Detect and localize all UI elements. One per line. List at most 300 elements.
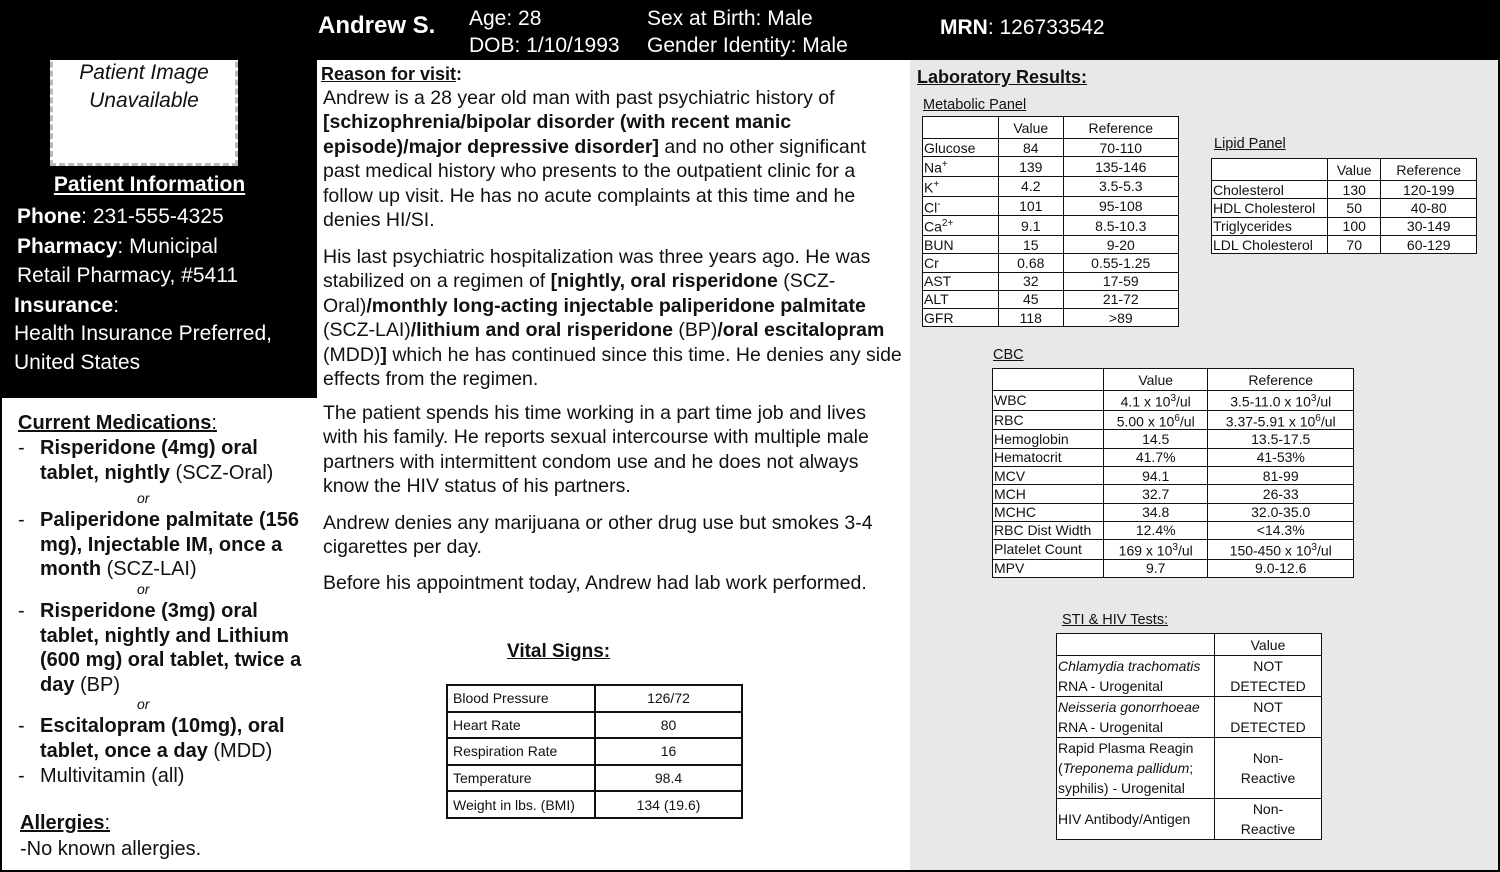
lab-value-exponent: 6	[1174, 412, 1180, 424]
lab-reference-text: 81-99	[1262, 467, 1299, 484]
sex-at-birth: Sex at Birth: Male	[647, 7, 813, 30]
sti-test-name	[1057, 738, 1215, 799]
lab-value	[1104, 430, 1208, 448]
lab-column-header: Reference	[1208, 369, 1354, 391]
lab-reference	[1063, 272, 1178, 290]
metabolic-panel-table	[922, 116, 1179, 327]
lab-header-blank	[1057, 634, 1215, 656]
lab-test-name-text: Triglycerides	[1213, 218, 1292, 235]
lab-test-name-text: MCHC	[994, 504, 1036, 521]
medication-name: Escitalopram (10mg), oral tablet, once a day	[40, 715, 285, 762]
lab-value	[1104, 521, 1208, 539]
lab-test-name-text: BUN	[924, 236, 954, 253]
patient-info-heading: Patient Information	[53, 173, 246, 196]
lab-test-name	[993, 391, 1104, 411]
sti-row	[1057, 697, 1322, 738]
lipid-panel-title: Lipid Panel	[1214, 136, 1286, 152]
lab-test-name-text: Glucose	[924, 139, 976, 156]
lab-test-name-text: Hemoglobin	[994, 430, 1069, 447]
lab-value	[1328, 181, 1381, 199]
lab-value-text: 139	[1019, 158, 1043, 175]
list-dash: -	[18, 715, 25, 737]
lab-value-text: 94.1	[1142, 467, 1170, 484]
lab-value-text: 9.7	[1145, 560, 1166, 577]
medication-text	[40, 508, 310, 582]
pharmacy-value: : Municipal	[117, 235, 218, 258]
allergies-value: -No known allergies.	[20, 838, 202, 860]
lab-test-name-text: MPV	[994, 560, 1025, 577]
medication-text	[40, 764, 310, 789]
lab-reference	[1063, 290, 1178, 308]
narrative-paragraph-2	[323, 245, 903, 391]
sti-test-name	[1057, 697, 1215, 738]
lab-value-text: 32.7	[1142, 485, 1170, 502]
lab-value-text: 0.68	[1017, 254, 1045, 271]
lab-value	[1104, 540, 1208, 560]
insurance-value-1: Health Insurance Preferred,	[14, 322, 272, 345]
lab-reference-text: 60-129	[1406, 236, 1451, 253]
patient-dob: DOB: 1/10/1993	[469, 34, 620, 57]
or-separator: or	[137, 490, 150, 506]
lab-header-blank	[923, 117, 999, 139]
lab-value	[1104, 448, 1208, 466]
lab-value-text: 100	[1342, 218, 1366, 235]
lab-value	[999, 309, 1064, 327]
lab-test-name	[993, 540, 1104, 560]
sti-test-name-part: (	[1058, 760, 1063, 776]
lab-value-text: 4.1 x 10	[1120, 393, 1171, 410]
vital-sign-row	[447, 738, 742, 765]
lab-row	[923, 216, 1179, 236]
narrative-segment: and no other significant past medical history who presents to the outpatient clinic for a follow up visit. He has no acute complaints at this time and he denies HI/SI.	[323, 135, 867, 232]
lab-header-row	[993, 369, 1354, 391]
lab-reference-unit: /ul	[1316, 542, 1332, 559]
medication-name: Risperidone (3mg) oral tablet, nightly and Lithium (600 mg) oral tablet, twice a day	[40, 600, 302, 696]
lab-reference	[1208, 503, 1354, 521]
lab-value	[1328, 217, 1381, 235]
lab-test-name-text: Platelet Count	[994, 541, 1082, 558]
medication-tag: (SCZ-LAI)	[101, 558, 197, 580]
lab-reference	[1381, 199, 1477, 217]
lab-reference-exponent: 3	[1311, 542, 1317, 554]
lab-test-name-text: Cholesterol	[1213, 181, 1284, 198]
ion-charge: 2+	[941, 218, 954, 230]
lab-value-text: 14.5	[1142, 430, 1170, 447]
vital-sign-label: Temperature	[447, 765, 595, 792]
lab-row	[993, 485, 1354, 503]
lab-row	[993, 503, 1354, 521]
lab-value	[1104, 391, 1208, 411]
lab-test-name-text: K	[924, 179, 934, 196]
lab-reference	[1208, 521, 1354, 539]
lab-column-header: Reference	[1381, 159, 1477, 181]
sti-result: NOT DETECTED	[1215, 697, 1322, 738]
narrative-paragraph-5: Before his appointment today, Andrew had lab work performed.	[323, 572, 867, 594]
lab-test-name-text: AST	[924, 273, 952, 290]
lab-test-name	[993, 485, 1104, 503]
lab-results-heading: Laboratory Results:	[917, 67, 1088, 87]
lab-reference	[1208, 540, 1354, 560]
lab-test-name-text: GFR	[924, 309, 954, 326]
lab-reference-text: 13.5-17.5	[1251, 430, 1311, 447]
cbc-table	[992, 368, 1354, 578]
lab-reference-text: 9-20	[1106, 236, 1135, 253]
patient-header	[2, 2, 1500, 60]
lab-reference-text: 21-72	[1102, 291, 1139, 308]
lab-reference	[1063, 216, 1178, 236]
cbc-title: CBC	[993, 347, 1024, 363]
narrative-segment: /lithium and oral risperidone	[410, 319, 673, 342]
lab-value-unit: /ul	[1177, 542, 1193, 559]
pharmacy-line-2: Retail Pharmacy, #5411	[17, 264, 239, 287]
lab-reference-text: 32.0-35.0	[1251, 504, 1311, 521]
sti-test-name-part: Rapid Plasma Reagin	[1058, 740, 1194, 756]
medication-item	[18, 764, 310, 789]
lab-row	[923, 157, 1179, 177]
sti-result: Non-Reactive	[1215, 738, 1322, 799]
lab-test-name	[923, 157, 999, 177]
lab-test-name	[1212, 217, 1328, 235]
visit-narrative	[317, 60, 910, 872]
photo-placeholder-text: Patient Image Unavailable	[79, 61, 209, 112]
lab-test-name-text: RBC Dist Width	[994, 522, 1092, 539]
vital-signs-table	[446, 684, 743, 819]
lab-row	[1212, 235, 1477, 253]
lab-reference	[1063, 157, 1178, 177]
sti-test-name	[1057, 799, 1215, 840]
lab-reference-text: 150-450 x 10	[1229, 542, 1312, 559]
lab-reference	[1381, 181, 1477, 199]
lab-value	[1104, 410, 1208, 430]
allergies-heading: Allergies:	[20, 812, 111, 834]
laboratory-results	[910, 60, 1500, 872]
lab-value	[1104, 466, 1208, 484]
insurance-label: Insurance	[14, 294, 114, 317]
lab-test-name	[993, 430, 1104, 448]
medication-tag: (BP)	[74, 673, 121, 696]
narrative-segment: which he has continued since this time. He denies any side effects from the regimen.	[323, 343, 902, 391]
lab-reference	[1063, 196, 1178, 216]
vital-sign-value: 80	[595, 712, 742, 739]
metabolic-panel-title: Metabolic Panel	[923, 97, 1027, 113]
sti-result: NOT DETECTED	[1215, 656, 1322, 697]
lab-row	[993, 559, 1354, 577]
lab-reference	[1381, 217, 1477, 235]
lab-value-text: 84	[1022, 139, 1039, 156]
medication-name: Risperidone (4mg) oral tablet, nightly	[40, 437, 258, 484]
lab-row	[993, 448, 1354, 466]
patient-info-panel	[2, 2, 317, 398]
lab-value-text: 34.8	[1142, 504, 1170, 521]
narrative-paragraph-1	[323, 86, 903, 232]
lab-value	[999, 235, 1064, 253]
vital-sign-row	[447, 765, 742, 792]
lab-value-unit: /ul	[1179, 413, 1195, 430]
narrative-segment: ]	[380, 343, 387, 366]
lab-test-name	[993, 503, 1104, 521]
lab-value-text: 4.2	[1021, 178, 1041, 195]
medication-tag: (SCZ-Oral)	[170, 461, 274, 484]
sti-test-name-part: syphilis) - Urogenital	[1058, 780, 1185, 796]
lab-reference-text: 41-53%	[1256, 449, 1305, 466]
lab-row	[1212, 181, 1477, 199]
lab-value-exponent: 3	[1172, 542, 1178, 554]
lab-row	[923, 290, 1179, 308]
lab-header-row	[1057, 634, 1322, 656]
lab-value	[1104, 485, 1208, 503]
lab-reference-text: 40-80	[1410, 199, 1447, 216]
lab-test-name-text: WBC	[994, 392, 1027, 409]
lab-row	[923, 235, 1179, 253]
lab-column-header: Reference	[1063, 117, 1178, 139]
lab-reference	[1063, 235, 1178, 253]
lab-test-name	[923, 176, 999, 196]
lab-test-name-text: Hematocrit	[994, 449, 1062, 466]
lab-test-name-text: Cr	[924, 254, 939, 271]
lab-test-name	[923, 254, 999, 272]
list-dash: -	[18, 765, 25, 787]
lab-value-exponent: 3	[1170, 393, 1176, 404]
sti-test-name-part: Neisseria gonorrhoeae	[1058, 699, 1200, 715]
lab-value	[999, 290, 1064, 308]
lab-reference	[1208, 466, 1354, 484]
lab-test-name	[923, 196, 999, 216]
lab-reference-text: 120-199	[1403, 181, 1455, 198]
lab-reference-text: 8.5-10.3	[1095, 217, 1147, 234]
lab-value-text: 101	[1019, 197, 1043, 214]
sti-row	[1057, 738, 1322, 799]
sti-title: STI & HIV Tests:	[1062, 612, 1169, 628]
medication-item	[18, 714, 310, 763]
lab-test-name	[1212, 199, 1328, 217]
medication-item	[18, 436, 310, 485]
lab-reference-unit: /ul	[1320, 413, 1336, 430]
mrn-label: MRN	[940, 16, 988, 39]
narrative-paragraph-4: Andrew denies any marijuana or other drug use but smokes 3-4 cigarettes per day.	[323, 512, 873, 559]
lab-row	[993, 466, 1354, 484]
lab-value	[999, 139, 1064, 157]
lab-reference	[1208, 430, 1354, 448]
narrative-segment: /oral escitalopram	[717, 319, 885, 342]
lab-value-text: 9.1	[1021, 217, 1041, 234]
lab-reference-text: 30-149	[1406, 218, 1451, 235]
ion-charge: +	[933, 178, 940, 190]
vital-sign-value: 16	[595, 738, 742, 765]
pharmacy-line	[17, 235, 218, 259]
lab-reference-text: 70-110	[1099, 139, 1143, 156]
lab-test-name-text: HDL Cholesterol	[1213, 199, 1316, 216]
phone-value: : 231-555-4325	[81, 205, 224, 228]
lab-column-header: Value	[999, 117, 1064, 139]
lab-test-name-text: LDL Cholesterol	[1213, 236, 1313, 253]
medications-panel	[2, 398, 317, 872]
lab-value-text: 45	[1022, 291, 1039, 308]
insurance-value-2: United States	[14, 351, 141, 374]
lab-row	[923, 139, 1179, 157]
lab-value	[999, 216, 1064, 236]
reason-for-visit-heading: Reason for visit:	[321, 64, 463, 84]
vital-sign-value: 126/72	[595, 685, 742, 712]
vital-sign-row	[447, 685, 742, 712]
lab-reference	[1208, 391, 1354, 411]
narrative-segment: (SCZ-LAI)	[323, 319, 411, 342]
list-dash: -	[18, 437, 25, 459]
or-separator: or	[137, 696, 150, 712]
lab-value-text: 41.7%	[1135, 449, 1176, 466]
sti-test-name	[1057, 656, 1215, 697]
lab-test-name-text: Cl	[924, 199, 938, 216]
lab-test-name	[923, 216, 999, 236]
vital-sign-label: Heart Rate	[447, 712, 595, 739]
lab-reference	[1063, 176, 1178, 196]
lab-row	[923, 196, 1179, 216]
lab-reference	[1063, 139, 1178, 157]
lab-reference-text: 3.5-5.3	[1098, 178, 1143, 195]
lab-reference	[1381, 235, 1477, 253]
lab-value-text: 130	[1342, 181, 1366, 198]
lab-test-name	[993, 521, 1104, 539]
lab-row	[993, 430, 1354, 448]
lab-reference-text: >89	[1108, 309, 1133, 326]
vital-sign-label: Blood Pressure	[447, 685, 595, 712]
lab-reference-text: 3.5-11.0 x 10	[1230, 393, 1311, 410]
lab-test-name	[993, 410, 1104, 430]
lab-test-name	[923, 309, 999, 327]
lab-test-name-text: ALT	[924, 291, 949, 308]
lab-test-name	[923, 139, 999, 157]
ion-charge: -	[937, 198, 941, 210]
lab-reference	[1208, 485, 1354, 503]
medication-name: Multivitamin (all)	[40, 765, 185, 787]
lab-reference-text: 95-108	[1098, 197, 1143, 214]
lab-reference	[1208, 410, 1354, 430]
lab-row	[993, 391, 1354, 411]
lab-row	[923, 272, 1179, 290]
lab-reference-text: <14.3%	[1256, 522, 1305, 539]
medication-name: Paliperidone palmitate (156 mg), Injectable IM, once a month	[40, 509, 299, 580]
lab-header-row	[1212, 159, 1477, 181]
pharmacy-label: Pharmacy	[17, 235, 118, 258]
narrative-segment: [nightly, oral risperidone	[550, 270, 778, 293]
phone-line	[17, 205, 224, 229]
sti-result: Non-Reactive	[1215, 799, 1322, 840]
narrative-segment: /monthly long-acting injectable paliperidone palmitate	[366, 294, 866, 317]
lab-row	[993, 410, 1354, 430]
sti-row	[1057, 656, 1322, 697]
lab-value	[999, 272, 1064, 290]
lab-reference-exponent: 6	[1315, 412, 1321, 424]
mrn-value: : 126733542	[987, 16, 1105, 39]
lab-test-name-text: Ca	[924, 218, 942, 235]
lab-header-row	[923, 117, 1179, 139]
sti-table	[1056, 633, 1322, 840]
gender-identity: Gender Identity: Male	[647, 34, 848, 57]
lab-reference	[1208, 448, 1354, 466]
narrative-segment: (BP)	[672, 319, 718, 342]
lab-reference-text: 135-146	[1095, 158, 1147, 175]
list-dash: -	[18, 600, 25, 622]
lab-test-name-text: RBC	[994, 411, 1024, 428]
sti-test-name-part: RNA - Urogenital	[1058, 678, 1164, 694]
medications-heading: Current Medications:	[18, 412, 217, 434]
medication-tag: (MDD)	[207, 739, 273, 762]
vital-sign-label: Respiration Rate	[447, 738, 595, 765]
sti-row	[1057, 799, 1322, 840]
lab-value-text: 32	[1022, 273, 1039, 290]
lab-value	[1328, 199, 1381, 217]
lab-value-text: 118	[1019, 309, 1042, 326]
lab-reference-text: 9.0-12.6	[1255, 560, 1307, 577]
lab-value	[999, 196, 1064, 216]
narrative-segment: His last psychiatric hospitalization was three years ago. He was stabilized on a regimen of	[323, 246, 871, 293]
medication-item	[18, 508, 310, 582]
lab-test-name-text: MCV	[994, 467, 1026, 484]
sti-test-name-part: HIV Antibody/Antigen	[1058, 811, 1191, 827]
lab-value-text: 5.00 x 10	[1116, 413, 1175, 430]
lab-value-text: 50	[1346, 199, 1362, 216]
patient-age: Age: 28	[469, 7, 542, 30]
lab-test-name	[923, 272, 999, 290]
lab-value-text: 169 x 10	[1118, 542, 1173, 559]
lab-test-name	[1212, 181, 1328, 199]
lab-header-blank	[1212, 159, 1328, 181]
lab-value-text: 15	[1022, 236, 1039, 253]
vital-signs-heading: Vital Signs:	[507, 641, 611, 662]
lab-reference-text: 26-33	[1262, 485, 1299, 502]
patient-name: Andrew S.	[318, 12, 436, 39]
lab-value-text: 70	[1346, 236, 1362, 253]
lab-reference	[1063, 309, 1178, 327]
vital-sign-value: 98.4	[595, 765, 742, 792]
lab-reference-text: 3.37-5.91 x 10	[1225, 413, 1316, 430]
lab-value	[1104, 559, 1208, 577]
lab-test-name	[993, 466, 1104, 484]
lab-test-name-text: Na	[924, 159, 942, 176]
lab-value	[999, 176, 1064, 196]
mrn	[940, 16, 1105, 40]
lab-value	[999, 254, 1064, 272]
lab-column-header: Value	[1215, 634, 1322, 656]
lab-test-name	[923, 235, 999, 253]
medication-item	[18, 599, 310, 697]
narrative-segment: (MDD)	[323, 343, 381, 366]
medication-text	[40, 714, 310, 763]
lab-row	[993, 540, 1354, 560]
or-separator: or	[137, 581, 150, 597]
lab-row	[923, 176, 1179, 196]
narrative-segment: (SCZ-Oral)	[323, 270, 836, 317]
narrative-paragraph-3: The patient spends his time working in a part time job and lives with his family. He reports sexual intercourse with multiple male partners with intermittent condom use and he does not always know the HIV status of his partners.	[323, 402, 869, 498]
lab-row	[1212, 217, 1477, 235]
lab-row	[993, 521, 1354, 539]
narrative-segment: Andrew is a 28 year old man with past psychiatric history of	[323, 87, 835, 109]
lab-row	[923, 254, 1179, 272]
list-dash: -	[18, 509, 25, 531]
lab-row	[1212, 199, 1477, 217]
vital-sign-label: Weight in lbs. (BMI)	[447, 791, 595, 818]
lab-reference	[1063, 254, 1178, 272]
lab-row	[923, 309, 1179, 327]
lab-column-header: Value	[1328, 159, 1381, 181]
lab-reference-exponent: 3	[1310, 393, 1317, 404]
lab-value-text: 12.4%	[1135, 522, 1176, 539]
lab-value	[1328, 235, 1381, 253]
lab-reference-text: 17-59	[1102, 273, 1139, 290]
vital-sign-row	[447, 791, 742, 818]
lab-value	[1104, 503, 1208, 521]
lab-reference-unit: /ul	[1316, 393, 1332, 410]
lab-test-name	[1212, 235, 1328, 253]
